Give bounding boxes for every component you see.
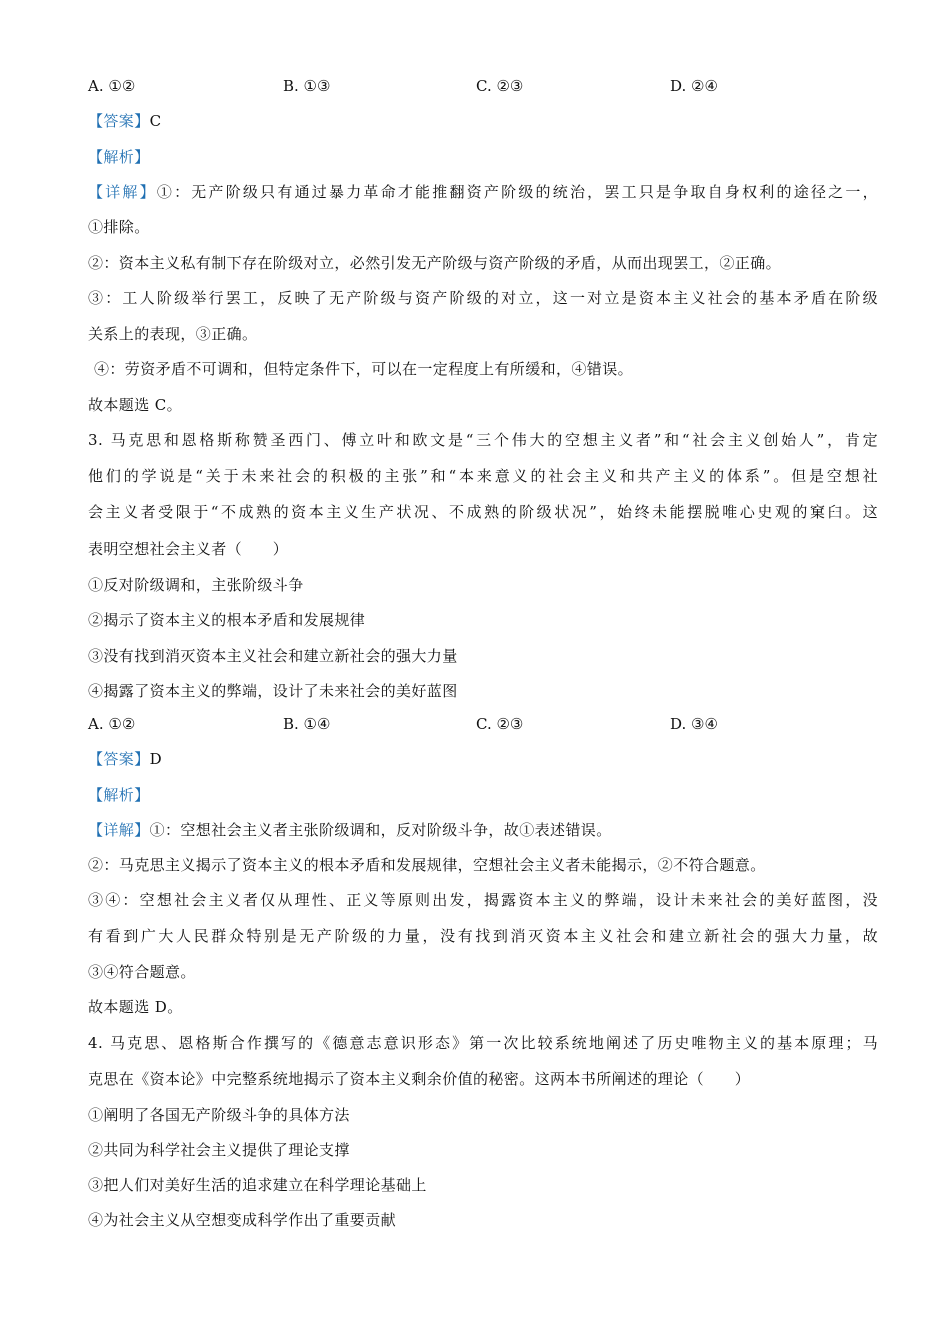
- q2-detail-line: ③：工人阶级举行罢工，反映了无产阶级与资产阶级的对立，这一对立是资本主义社会的基本矛盾在阶级: [88, 289, 878, 307]
- detail-tag: 【详解】: [88, 821, 150, 839]
- detail-tag: 【详解】: [88, 183, 157, 201]
- q4-choice: ③把人们对美好生活的追求建立在科学理论基础上: [88, 1176, 427, 1194]
- options-row-q2: [0, 75, 950, 97]
- q4-choice: ②共同为科学社会主义提供了理论支撑: [88, 1141, 350, 1159]
- option-b: B. ①④: [283, 715, 331, 733]
- q4-choice: ①阐明了各国无产阶级斗争的具体方法: [88, 1106, 350, 1124]
- q2-answer-line: [88, 110, 878, 132]
- answer-tag: 【答案】: [88, 750, 150, 768]
- q2-detail-line: ①排除。: [88, 218, 150, 236]
- option-d: D. ③④: [670, 715, 718, 733]
- q3-detail-line: 有看到广大人民群众特别是无产阶级的力量，没有找到消灭资本主义社会和建立新社会的强大力量，故: [88, 927, 878, 945]
- q2-detail-line: ②：资本主义私有制下存在阶级对立，必然引发无产阶级与资产阶级的矛盾，从而出现罢工，②正确。: [88, 254, 782, 272]
- q2-detail-line: 【详解】①：无产阶级只有通过暴力革命才能推翻资产阶级的统治，罢工只是争取自身权利的途径之一，: [88, 183, 878, 201]
- option-c: C. ②③: [476, 715, 524, 733]
- q2-detail-line: 关系上的表现，③正确。: [88, 325, 258, 343]
- q3-choice: ④揭露了资本主义的弊端，设计了未来社会的美好蓝图: [88, 682, 458, 700]
- q3-answer-line: [88, 748, 878, 770]
- options-row-q3: [0, 713, 950, 735]
- q3-stem-line: 会主义者受限于“不成熟的资本主义生产状况、不成熟的阶级状况”，始终未能摆脱唯心史观的窠臼。这: [88, 503, 878, 521]
- q3-detail-line: 【详解】①：空想社会主义者主张阶级调和，反对阶级斗争，故①表述错误。: [88, 821, 612, 839]
- q3-stem-line: 3. 马克思和恩格斯称赞圣西门、傅立叶和欧文是“三个伟大的空想主义者”和“社会主义创始人”，肯定: [88, 431, 878, 449]
- answer-tag: 【答案】: [88, 112, 150, 130]
- option-c: C. ②③: [476, 77, 524, 95]
- q3-detail-line: ②：马克思主义揭示了资本主义的根本矛盾和发展规律，空想社会主义者未能揭示，②不符合题意。: [88, 856, 766, 874]
- q4-stem-line: 克思在《资本论》中完整系统地揭示了资本主义剩余价值的秘密。这两本书所阐述的理论（ ）: [88, 1070, 751, 1088]
- q4-stem-line: 4. 马克思、恩格斯合作撰写的《德意志意识形态》第一次比较系统地阐述了历史唯物主义的基本原理；马: [88, 1034, 878, 1052]
- option-d: D. ②④: [670, 77, 718, 95]
- q3-detail-line: ③④：空想社会主义者仅从理性、正义等原则出发，揭露资本主义的弊端，设计未来社会的美好蓝图，没: [88, 891, 878, 909]
- q3-choice: ①反对阶级调和，主张阶级斗争: [88, 576, 304, 594]
- option-a: A. ①②: [88, 715, 136, 733]
- q2-detail-line: ④：劳资矛盾不可调和，但特定条件下，可以在一定程度上有所缓和，④错误。: [94, 360, 634, 378]
- q3-stem-line: 他们的学说是“关于未来社会的积极的主张”和“本来意义的社会主义和共产主义的体系”。但是空想社: [88, 467, 878, 485]
- q3-conclusion: 故本题选 D。: [88, 998, 183, 1016]
- option-b: B. ①③: [283, 77, 331, 95]
- q3-analysis-tag: 【解析】: [88, 786, 150, 804]
- answer-value: D: [149, 750, 163, 768]
- q2-analysis-tag: 【解析】: [88, 148, 150, 166]
- q3-choice: ③没有找到消灭资本主义社会和建立新社会的强大力量: [88, 647, 458, 665]
- q4-choice: ④为社会主义从空想变成科学作出了重要贡献: [88, 1211, 397, 1229]
- q3-detail-line: ③④符合题意。: [88, 963, 196, 981]
- option-a: A. ①②: [88, 77, 136, 95]
- q3-stem-line: 表明空想社会主义者（ ）: [88, 540, 289, 558]
- answer-value: C: [149, 112, 162, 130]
- q2-conclusion: 故本题选 C。: [88, 396, 183, 414]
- q3-choice: ②揭示了资本主义的根本矛盾和发展规律: [88, 611, 366, 629]
